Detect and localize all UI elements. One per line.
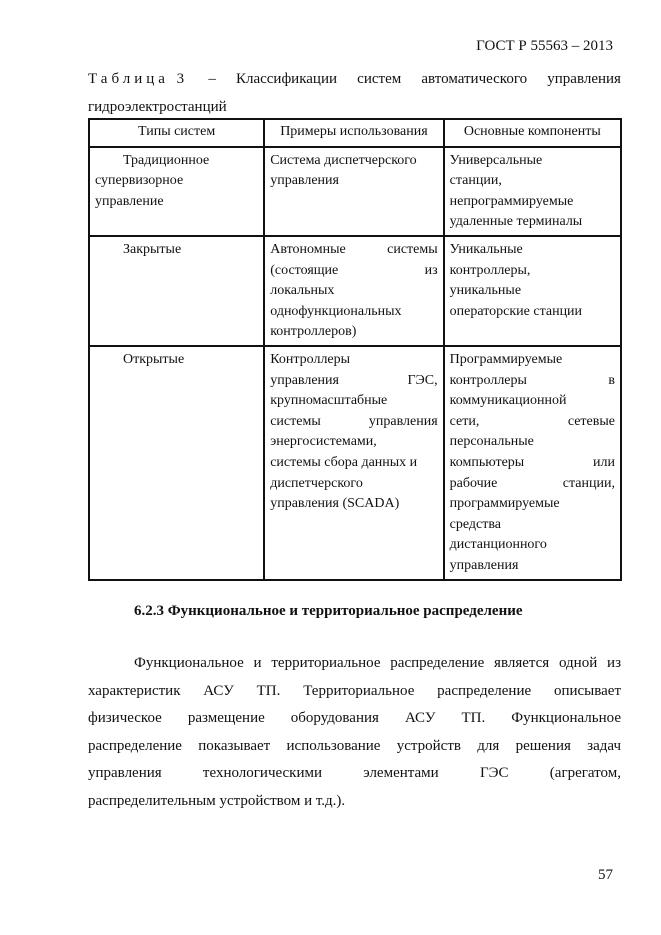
column-header-types: Типы систем [89,119,264,147]
table-cell-type [89,346,264,580]
cell-line: управления (SCADA) [270,496,400,512]
table-row [89,346,621,580]
column-header-examples: Примеры использования [264,119,443,147]
cell-line: системы управления [270,413,438,429]
cell-line: контроллеры в [449,372,615,388]
caption-word: систем [357,71,402,87]
cell-line: управление [95,193,164,209]
cell-line: супервизорное [95,173,184,189]
cell-line: дистанционного [449,537,547,553]
cell-line: локальных [270,283,335,299]
table-cell-components [444,147,621,236]
table-cell-type [89,236,264,346]
cell-line: уникальные [449,283,522,299]
caption-line-1 [88,65,621,93]
cell-line: Традиционное [123,152,210,168]
cell-line: крупномасштабные [270,393,388,409]
cell-line: Закрытые [123,241,182,257]
cell-line: Уникальные [449,241,523,257]
cell-line: компьютеры или [449,454,615,470]
caption-label: Таблица 3 [88,71,189,87]
cell-line: Автономные системы [270,241,438,257]
caption-dash: – [208,71,216,87]
cell-line: Система диспетчерского [270,152,417,168]
document-code: ГОСТ Р 55563 – 2013 [476,38,613,54]
classification-table [88,118,622,581]
table-cell-type [89,147,264,236]
cell-line: энергосистемами, [270,434,377,450]
cell-line: операторские станции [449,303,583,319]
cell-line: Контроллеры [270,351,351,367]
cell-line: коммуникационной [449,393,567,409]
section-heading: 6.2.3 Функциональное и территориальное распределение [134,603,523,619]
column-header-components: Основные компоненты [444,119,621,147]
caption-word: управления [547,71,621,87]
cell-line: управления [270,173,339,189]
cell-line: Программируемые [449,351,563,367]
cell-line: управления [449,557,519,573]
cell-line: сети, сетевые [449,413,615,429]
page-number: 57 [598,867,613,883]
table-header-row [89,119,621,147]
table-cell-components [444,236,621,346]
cell-line: диспетчерского [270,475,363,491]
cell-line: Открытые [123,351,185,367]
caption-line-2: гидроэлектростанций [88,99,227,115]
cell-line: станции, [449,173,502,189]
cell-line: однофункциональных [270,303,402,319]
table-row [89,147,621,236]
paragraph-line: распределительным устройством и т.д.). [88,792,346,809]
cell-line: контроллеров) [270,324,357,340]
caption-word: автоматического [421,71,528,87]
paragraph-line: характеристик АСУ ТП. Территориальное распределение описывает [88,682,621,699]
cell-line: средства [449,516,501,532]
paragraph-line: физическое размещение оборудования АСУ ТП. Функциональное [88,710,621,727]
table-row [89,236,621,346]
caption-word: Классификации [235,71,338,87]
paragraph-line: распределение показывает использование устройств для решения задач [88,737,621,754]
section-paragraph [88,650,621,816]
cell-line: рабочие станции, [449,475,615,491]
table-cell-examples [264,147,443,236]
cell-line: (состоящие из [270,262,438,278]
cell-line: Универсальные [449,152,543,168]
cell-line: контроллеры, [449,262,531,278]
table-cell-examples [264,346,443,580]
cell-line: удаленные терминалы [449,214,583,230]
cell-line: непрограммируемые [449,193,574,209]
paragraph-line: управления технологическими элементами ГЭС (агрегатом, [88,765,621,782]
cell-line: управления ГЭС, [270,372,438,388]
table-cell-components [444,346,621,580]
table-cell-examples [264,236,443,346]
cell-line: системы сбора данных и [270,454,418,470]
table-caption [88,65,621,121]
cell-line: программируемые [449,496,560,512]
cell-line: персональные [449,434,534,450]
paragraph-line: Функциональное и территориальное распределение является одной из [134,655,621,671]
